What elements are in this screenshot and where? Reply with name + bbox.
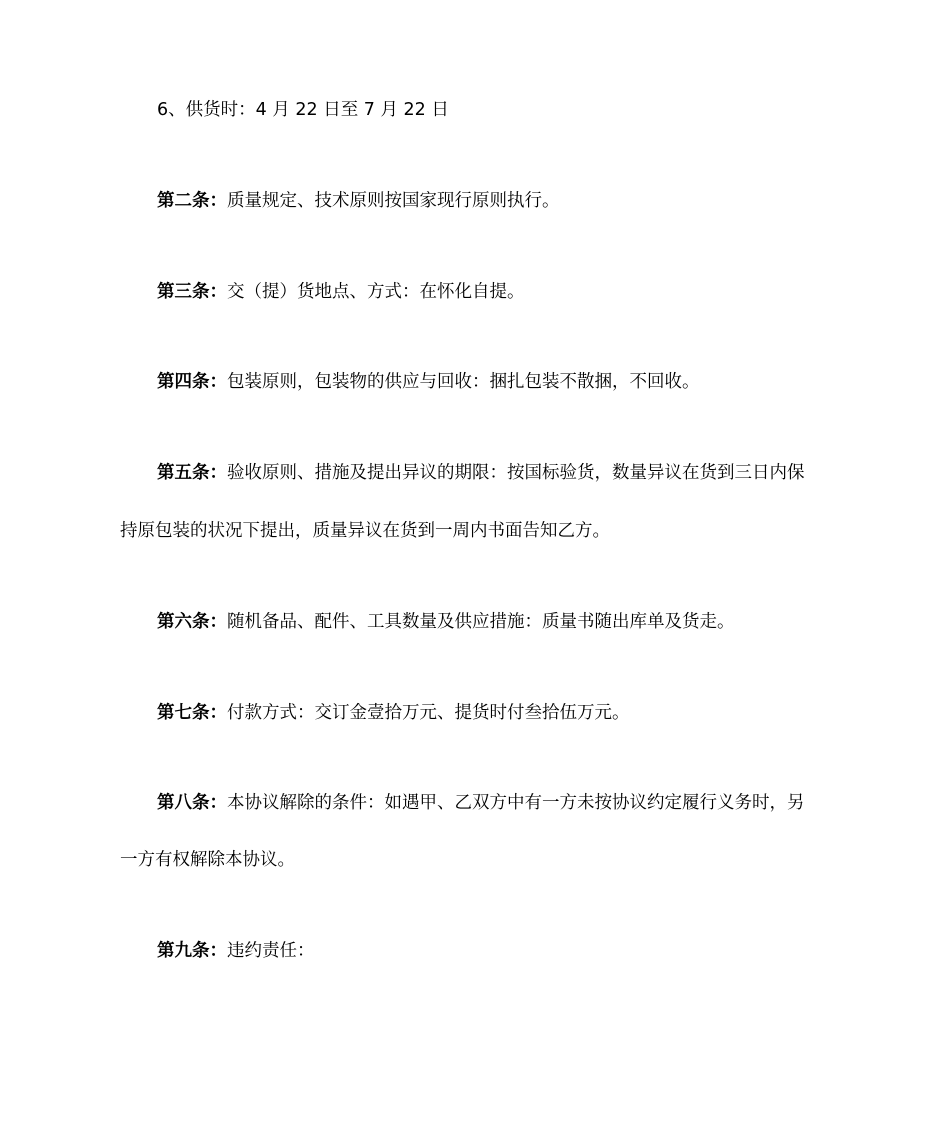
clause-text: 交（提）货地点、方式：在怀化自提。 xyxy=(227,282,525,302)
clause-label: 第九条： xyxy=(157,941,227,961)
clause-text: 6、供货时：4 月 22 日至 7 月 22 日 xyxy=(157,100,449,120)
clause-9 xyxy=(157,939,315,963)
clause-8 xyxy=(157,791,805,815)
clause-text: 付款方式：交订金壹拾万元、提货时付叁拾伍万元。 xyxy=(227,703,630,723)
clause-supply-time xyxy=(157,98,449,122)
clause-7 xyxy=(157,701,630,725)
clause-5 xyxy=(157,461,805,485)
clause-6 xyxy=(157,610,735,634)
clause-label: 第六条： xyxy=(157,612,227,632)
clause-4 xyxy=(157,370,700,394)
clause-label: 第五条： xyxy=(157,463,227,483)
clause-text: 包装原则，包装物的供应与回收：捆扎包装不散捆，不回收。 xyxy=(227,372,700,392)
clause-label: 第八条： xyxy=(157,793,227,813)
clause-text: 违约责任： xyxy=(227,941,315,961)
clause-text: 验收原则、措施及提出异议的期限：按国标验货，数量异议在货到三日内保 xyxy=(227,463,805,483)
clause-label: 第二条： xyxy=(157,191,227,211)
clause-label: 第三条： xyxy=(157,282,227,302)
clause-2 xyxy=(157,189,560,213)
clause-3 xyxy=(157,280,525,304)
clause-text: 随机备品、配件、工具数量及供应措施：质量书随出库单及货走。 xyxy=(227,612,735,632)
clause-8-continued xyxy=(120,848,295,872)
clause-5-continued xyxy=(120,519,610,543)
clause-text: 一方有权解除本协议。 xyxy=(120,850,295,870)
clause-text: 持原包装的状况下提出，质量异议在货到一周内书面告知乙方。 xyxy=(120,521,610,541)
clause-text: 质量规定、技术原则按国家现行原则执行。 xyxy=(227,191,560,211)
clause-label: 第四条： xyxy=(157,372,227,392)
clause-text: 本协议解除的条件：如遇甲、乙双方中有一方未按协议约定履行义务时，另 xyxy=(227,793,805,813)
clause-label: 第七条： xyxy=(157,703,227,723)
